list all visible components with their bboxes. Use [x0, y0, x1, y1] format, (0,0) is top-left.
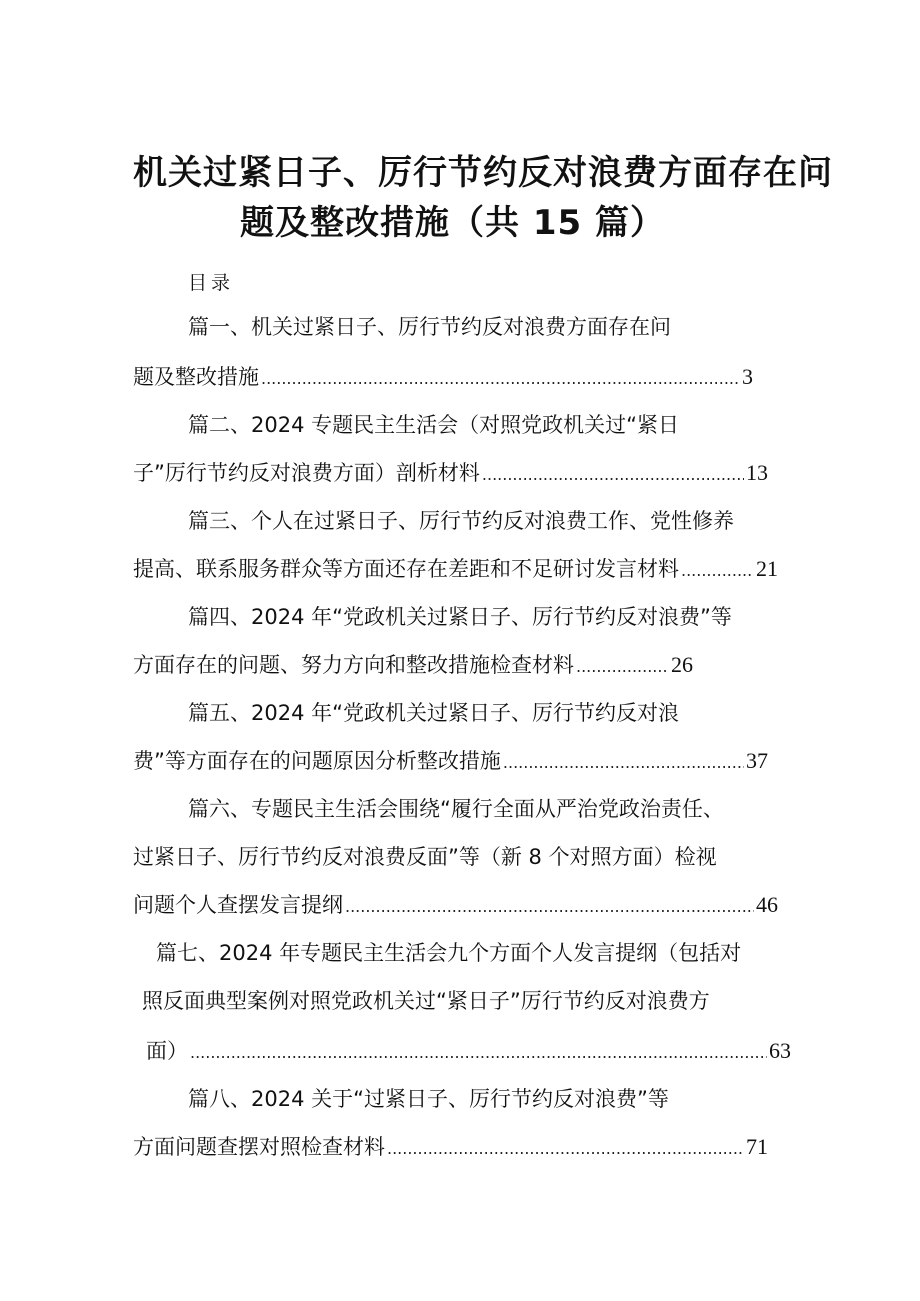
toc-entry-6[interactable] [133, 890, 778, 922]
toc-entry-7-page: 63 [769, 1038, 791, 1063]
toc-entry-5-text: 费”等方面存在的问题原因分析整改措施 [133, 749, 501, 773]
toc-entry-1-page: 3 [742, 364, 753, 389]
toc-entry-2-page: 13 [746, 460, 768, 485]
toc-entry-8-line-1: 篇八、2024 关于“过紧日子、厉行节约反对浪费”等 [188, 1087, 669, 1111]
toc-entry-3-page: 21 [756, 556, 778, 581]
toc-entry-8[interactable] [133, 1132, 768, 1164]
toc-entry-1-text: 题及整改措施 [133, 365, 259, 389]
title-line-1: 机关过紧日子、厉行节约反对浪费方面存在问 [133, 153, 833, 193]
toc-entry-3-text: 提高、联系服务群众等方面还存在差距和不足研讨发言材料 [133, 557, 679, 581]
toc-entry-2-line-1: 篇二、2024 专题民主生活会（对照党政机关过“紧日 [188, 413, 679, 437]
toc-entry-5-page: 37 [746, 748, 768, 773]
toc-entry-2[interactable] [133, 458, 768, 490]
toc-entry-7-text: 面） [146, 1039, 188, 1063]
toc-entry-6-line-2: 过紧日子、厉行节约反对浪费反面”等（新 8 个对照方面）检视 [133, 845, 717, 869]
toc-entry-5[interactable] [133, 746, 768, 778]
toc-entry-8-text: 方面问题查摆对照检查材料 [133, 1135, 385, 1159]
toc-entry-6-line-1: 篇六、专题民主生活会围绕“履行全面从严治党政治责任、 [188, 797, 724, 821]
toc-entry-8-page: 71 [746, 1134, 768, 1159]
toc-leader-dots [576, 652, 669, 682]
title-line-2: 题及整改措施（共 15 篇） [240, 203, 665, 243]
toc-entry-1[interactable] [133, 362, 753, 394]
toc-leader-dots [190, 1038, 767, 1068]
toc-leader-dots [482, 460, 744, 490]
toc-leader-dots [681, 556, 754, 586]
toc-entry-4[interactable] [133, 650, 693, 682]
toc-entry-3-line-1: 篇三、个人在过紧日子、厉行节约反对浪费工作、党性修养 [188, 509, 734, 533]
toc-entry-1-line-1: 篇一、机关过紧日子、厉行节约反对浪费方面存在问 [188, 315, 671, 339]
toc-entry-2-text: 子”厉行节约反对浪费方面）剖析材料 [133, 461, 480, 485]
toc-leader-dots [345, 892, 754, 922]
toc-entry-7-line-1: 篇七、2024 年专题民主生活会九个方面个人发言提纲（包括对 [156, 941, 742, 965]
toc-leader-dots [503, 748, 744, 778]
toc-entry-4-page: 26 [671, 652, 693, 677]
toc-entry-6-page: 46 [756, 892, 778, 917]
toc-entry-5-line-1: 篇五、2024 年“党政机关过紧日子、厉行节约反对浪 [188, 701, 679, 725]
toc-heading: 目录 [188, 272, 235, 294]
toc-entry-3[interactable] [133, 554, 778, 586]
toc-entry-7-line-2: 照反面典型案例对照党政机关过“紧日子”厉行节约反对浪费方 [142, 989, 710, 1013]
toc-leader-dots [387, 1134, 744, 1164]
toc-entry-4-text: 方面存在的问题、努力方向和整改措施检查材料 [133, 653, 574, 677]
toc-entry-4-line-1: 篇四、2024 年“党政机关过紧日子、厉行节约反对浪费”等 [188, 605, 732, 629]
toc-leader-dots [261, 364, 740, 394]
toc-entry-7[interactable] [146, 1036, 791, 1068]
toc-entry-6-text: 问题个人查摆发言提纲 [133, 893, 343, 917]
